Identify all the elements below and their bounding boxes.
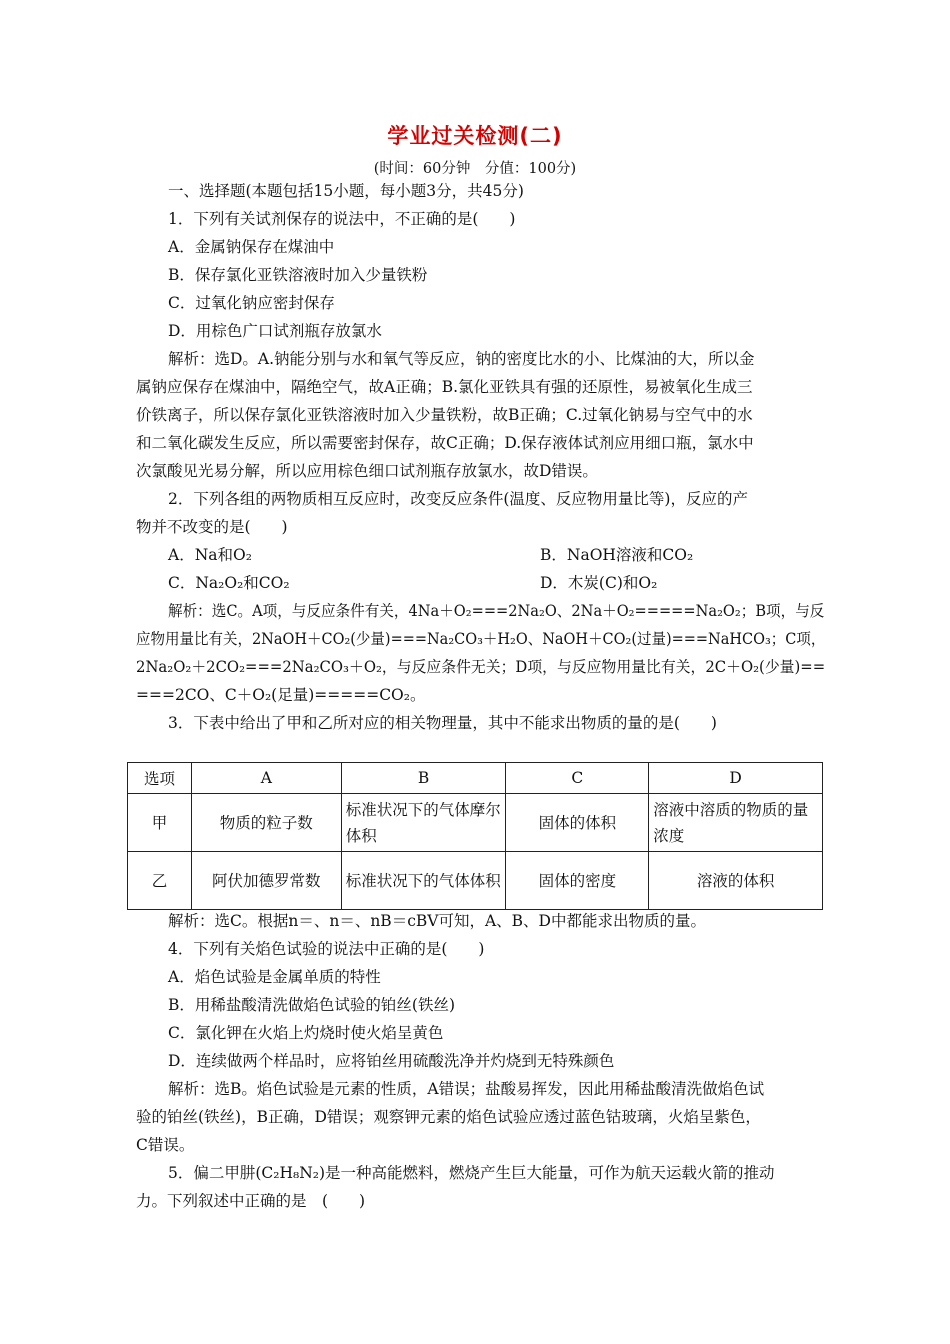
table-cell: 甲 — [128, 794, 192, 852]
table-cell: 物质的粒子数 — [191, 794, 341, 852]
q1-explanation-line: 和二氧化碳发生反应，所以需要密封保存，故C正确；D.保存液体试剂应用细口瓶，氯水中 — [136, 434, 754, 452]
q2-option-b: B．NaOH溶液和CO₂ — [540, 546, 694, 564]
table-cell: 固体的体积 — [506, 794, 649, 852]
table-cell: 乙 — [128, 852, 192, 910]
table-cell: 溶液的体积 — [649, 852, 823, 910]
q1-option-c: C．过氧化钠应密封保存 — [168, 294, 335, 312]
q2-stem: 2．下列各组的两物质相互反应时，改变反应条件(温度、反应物用量比等)，反应的产 — [168, 490, 748, 508]
section-heading: 一、选择题(本题包括15小题，每小题3分，共45分) — [168, 182, 524, 200]
q1-explanation-line: 次氯酸见光易分解，所以应用棕色细口试剂瓶存放氯水，故D错误。 — [136, 462, 598, 480]
q4-explanation-line: 验的铂丝(铁丝)，B正确，D错误；观察钾元素的焰色试验应透过蓝色钴玻璃，火焰呈紫色， — [136, 1108, 761, 1126]
q1-option-d: D．用棕色广口试剂瓶存放氯水 — [168, 322, 382, 340]
q2-explanation-line: 应物用量比有关，2NaOH＋CO₂(少量)===Na₂CO₃＋H₂O、NaOH＋CO₂(过量)===NaHCO₃；C项， — [136, 630, 826, 648]
q2-option-d: D．木炭(C)和O₂ — [540, 574, 658, 592]
table-cell: 阿伏加德罗常数 — [191, 852, 341, 910]
q4-explanation-line: C错误。 — [136, 1136, 195, 1154]
exam-subtitle: (时间：60分钟 分值：100分) — [373, 161, 577, 177]
table-row — [128, 794, 823, 852]
q1-explanation-line: 解析：选D。A.钠能分别与水和氧气等反应，钠的密度比水的小、比煤油的大，所以金 — [168, 350, 755, 368]
q4-option-d: D．连续做两个样品时，应将铂丝用硫酸洗净并灼烧到无特殊颜色 — [168, 1052, 615, 1070]
q4-stem: 4．下列有关焰色试验的说法中正确的是( ) — [168, 940, 485, 958]
table-header-cell: D — [649, 763, 823, 794]
q2-explanation-line: 解析：选C。A项，与反应条件有关，4Na＋O₂===2Na₂O、2Na＋O₂=====Na₂O₂；B项，与反 — [168, 602, 825, 620]
table-cell: 溶液中溶质的物质的量浓度 — [649, 794, 823, 852]
q3-stem: 3．下表中给出了甲和乙所对应的相关物理量，其中不能求出物质的量的是( ) — [168, 714, 717, 732]
q3-explanation: 解析：选C。根据n＝、n＝、nB＝cBV可知，A、B、D中都能求出物质的量。 — [168, 912, 706, 930]
q2-option-a: A．Na和O₂ — [168, 546, 252, 564]
q2-option-c: C．Na₂O₂和CO₂ — [168, 574, 290, 592]
q4-option-b: B．用稀盐酸清洗做焰色试验的铂丝(铁丝) — [168, 996, 455, 1014]
q1-option-b: B．保存氯化亚铁溶液时加入少量铁粉 — [168, 266, 428, 284]
q2-stem-cont: 物并不改变的是( ) — [136, 518, 288, 536]
table-header-cell: A — [191, 763, 341, 794]
q4-option-c: C．氯化钾在火焰上灼烧时使火焰呈黄色 — [168, 1024, 444, 1042]
q2-explanation-line: ===2CO、C＋O₂(足量)=====CO₂。 — [136, 686, 426, 704]
page-title: 学业过关检测(二) — [387, 124, 563, 148]
table-cell: 标准状况下的气体摩尔体积 — [341, 794, 506, 852]
q5-stem-cont: 力。下列叙述中正确的是 ( ) — [136, 1192, 366, 1210]
q2-explanation-line: 2Na₂O₂＋2CO₂===2Na₂CO₃＋O₂，与反应条件无关；D项，与反应物用量比有关，2C＋O₂(少量)== — [136, 658, 826, 676]
q1-explanation-line: 属钠应保存在煤油中，隔绝空气，故A正确；B.氯化亚铁具有强的还原性，易被氧化生成三 — [136, 378, 753, 396]
table-header-cell: B — [341, 763, 506, 794]
q3-options-table — [127, 762, 823, 910]
q1-explanation-line: 价铁离子，所以保存氯化亚铁溶液时加入少量铁粉，故B正确；C.过氧化钠易与空气中的水 — [136, 406, 753, 424]
table-cell: 标准状况下的气体体积 — [341, 852, 506, 910]
table-header-cell: C — [506, 763, 649, 794]
table-header-cell: 选项 — [128, 763, 192, 794]
table-row — [128, 852, 823, 910]
table-cell: 固体的密度 — [506, 852, 649, 910]
q4-option-a: A．焰色试验是金属单质的特性 — [168, 968, 381, 986]
q4-explanation-line: 解析：选B。焰色试验是元素的性质，A错误；盐酸易挥发，因此用稀盐酸清洗做焰色试 — [168, 1080, 765, 1098]
q1-stem: 1．下列有关试剂保存的说法中，不正确的是( ) — [168, 210, 516, 228]
table-header-row — [128, 763, 823, 794]
q5-stem: 5．偏二甲肼(C₂H₈N₂)是一种高能燃料，燃烧产生巨大能量，可作为航天运载火箭的推动 — [168, 1164, 775, 1182]
q1-option-a: A．金属钠保存在煤油中 — [168, 238, 335, 256]
